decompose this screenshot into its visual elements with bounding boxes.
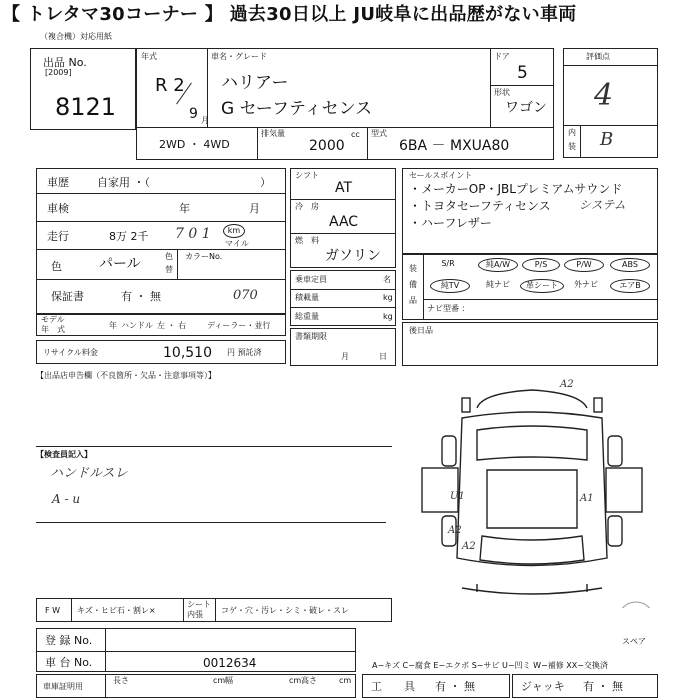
damage-mark-right-door: A1 [580, 493, 594, 504]
equip-alloy-wheel: 純A/W [478, 258, 518, 272]
postfit-block [402, 322, 658, 366]
displacement-label: 排気量 [261, 129, 285, 138]
expiry-day: 日 [379, 352, 387, 361]
ac-label: 冷 房 [295, 202, 319, 211]
lot-box [30, 48, 136, 130]
ac-value: AAC [329, 214, 359, 230]
warranty-value: 有 ・ 無 [121, 290, 161, 303]
drive-type: 2WD ・ 4WD [159, 138, 230, 151]
handle-label: ハンドル [121, 321, 153, 330]
sales-point-2: ・トヨタセーフティセンス [409, 199, 551, 213]
declaration-label: 【出品店申告欄（不良箇所・欠品・注意事項等）】 [36, 371, 216, 380]
shift-label: シフト [295, 171, 319, 180]
equip-ext-navi: 外ナビ [574, 280, 598, 289]
fw-label: F W [45, 606, 61, 615]
equip-navi: 純ナビ [486, 280, 510, 289]
chassis-value: 0012634 [203, 656, 257, 670]
sales-points-block [402, 168, 658, 254]
damage-legend: A−キズ C−腐食 E−エクボ S−サビ U−凹ミ W−補修 XX−交換済 [372, 661, 608, 670]
model-row-label-2: 年 式 [41, 325, 65, 334]
car-damage-diagram [402, 378, 672, 608]
fuel-value: ガソリン [325, 248, 381, 264]
damage-mark-left-rear: A2 [448, 525, 462, 536]
lot-number: 8121 [55, 93, 117, 121]
jack-label: ジャッキ [521, 680, 565, 693]
sales-point-3: ・ハーフレザー [409, 216, 492, 230]
inspector-area [36, 446, 392, 594]
recycle-unit: 円 預託済 [227, 348, 262, 357]
history-value: 自家用 ・（ ） [97, 176, 271, 189]
dealer-label: ディーラー・並行 [207, 321, 271, 330]
color-swap-1: 色 [165, 252, 173, 261]
model-year-month: 9 [189, 106, 198, 122]
displacement-value: 2000 [309, 138, 345, 154]
equip-tv: 純TV [430, 279, 470, 293]
tools-row [362, 674, 510, 698]
equipment-label-3: 品 [409, 296, 417, 305]
car-grade: G セーフティセンス [221, 99, 373, 119]
equipment-label-1: 装 [409, 264, 417, 273]
mileage-label: 走行 [47, 230, 69, 243]
load-label: 積載量 [295, 293, 319, 302]
car-name-label: 車名・グレード [211, 52, 267, 61]
gross-label: 総重量 [295, 312, 319, 321]
equip-abs: ABS [610, 258, 650, 272]
certificate-width: 幅 [225, 676, 233, 685]
model-row-year-unit: 年 [109, 321, 117, 330]
model-row-label-1: モデル [41, 315, 65, 324]
km-circle: km [223, 224, 245, 238]
model-year-label: 年式 [141, 52, 157, 61]
body-shape-value: ワゴン [505, 100, 547, 116]
header-block [136, 48, 554, 160]
capacity-block [290, 270, 396, 326]
registration-label: 登 録 No. [45, 634, 93, 647]
doors-value: 5 [517, 63, 528, 83]
equipment-label-2: 備 [409, 280, 417, 289]
seat-label-2: 内張 [187, 610, 203, 619]
sales-points-handwritten: システム [579, 198, 626, 212]
color-no-value: 070 [233, 288, 258, 303]
tools-value: 有 ・ 無 [435, 680, 475, 693]
expiry-month: 月 [341, 352, 349, 361]
car-name: ハリアー [221, 73, 289, 93]
fw-row [36, 598, 392, 622]
model-row [36, 314, 286, 336]
banner-title: 【 トレタマ30コーナー 】 過去30日以上 JU岐阜に出品歴がない車両 [2, 4, 577, 25]
chassis-label: 車 台 No. [45, 656, 93, 669]
inspector-note-1: ハンドルスレ [50, 466, 128, 481]
shift-block [290, 168, 396, 268]
handle-value: 左 ・ 右 [157, 321, 187, 330]
load-unit: kg [383, 293, 393, 302]
model-year-era: R 2 [155, 75, 185, 96]
postfit-label: 後日品 [409, 326, 433, 335]
shift-value: AT [335, 180, 353, 196]
fw-value: キズ・ヒビ石・割レ× [77, 606, 156, 615]
mileage-value: 8万 2千 [109, 230, 149, 243]
gross-unit: kg [383, 312, 393, 321]
certificate-width-cm: cm [289, 676, 302, 685]
color-swap-2: 替 [165, 265, 173, 274]
rating-box [563, 48, 658, 158]
rating-value: 4 [594, 78, 614, 113]
certificate-height-cm: cm [339, 676, 352, 685]
damage-mark-top: A2 [560, 379, 574, 390]
color-no-label: カラーNo. [185, 252, 223, 261]
history-block [36, 168, 286, 314]
expiry-block [290, 328, 396, 366]
recycle-value: 10,510 [163, 345, 212, 361]
damage-mark-left-door: U1 [450, 491, 465, 502]
passengers-unit: 名 [383, 275, 391, 284]
certificate-length-cm: cm [213, 676, 226, 685]
color-label: 色 [51, 260, 62, 273]
sales-points-label: セールスポイント [409, 171, 473, 180]
form-subnote: （複合機）対応用紙 [40, 32, 112, 41]
body-shape-label: 形状 [494, 88, 510, 97]
damage-mark-rear: A2 [462, 541, 476, 552]
certificate-row [36, 674, 356, 698]
history-label: 車歴 [47, 176, 69, 189]
seat-value: コゲ・穴・汚レ・シミ・破レ・スレ [221, 606, 349, 615]
inspector-note-2: A - u [52, 492, 81, 506]
certificate-length: 長さ [113, 676, 129, 685]
inspection-month-unit: 月 [249, 202, 260, 215]
recycle-label: リサイクル料金 [43, 348, 98, 357]
fuel-label: 燃 料 [295, 236, 319, 245]
sales-point-1: ・メーカーOP・JBLプレミアムサウンド [409, 182, 623, 196]
equip-airbag: エアB [610, 279, 650, 293]
mileage-handwritten: 7 0 1 [175, 226, 211, 242]
equip-sr: S/R [441, 259, 455, 268]
interior-label-2: 装 [568, 142, 576, 151]
lot-year-tag: [2009] [45, 68, 72, 77]
color-value: パール [99, 256, 141, 272]
interior-label-1: 内 [568, 128, 576, 137]
jack-row [512, 674, 658, 698]
recycle-row [36, 340, 286, 364]
model-year-month-unit: 月 [201, 116, 209, 125]
rating-label: 評価点 [586, 52, 610, 61]
tools-label: 工 具 [371, 680, 415, 693]
registration-block [36, 628, 356, 672]
navi-model: ナビ型番 ： [427, 304, 470, 313]
interior-value: B [600, 129, 614, 150]
passengers-label: 乗車定員 [295, 275, 327, 284]
equip-leather-seat: 革シート [520, 279, 564, 293]
inspector-label: 【検査員記入】 [36, 450, 92, 459]
model-type-value: 6BA － MXUA80 [399, 138, 510, 154]
model-type-label: 型式 [371, 129, 387, 138]
seat-label-1: シート [187, 600, 211, 609]
certificate-height: 高さ [301, 676, 317, 685]
doors-label: ドア [494, 52, 510, 61]
spare-label: スペア [622, 637, 646, 646]
displacement-unit: cc [351, 130, 360, 139]
inspection-year-unit: 年 [179, 202, 190, 215]
jack-value: 有 ・ 無 [583, 680, 623, 693]
mile-label: マイル [225, 239, 249, 248]
warranty-label: 保証書 [51, 290, 84, 303]
equip-power-window: P/W [564, 258, 604, 272]
equip-power-steering: P/S [522, 258, 560, 272]
certificate-label: 車庫証明用 [43, 682, 83, 691]
inspection-label: 車検 [47, 202, 69, 215]
expiry-label: 書類期限 [295, 332, 327, 341]
lot-label: 出品 No. [43, 56, 87, 69]
